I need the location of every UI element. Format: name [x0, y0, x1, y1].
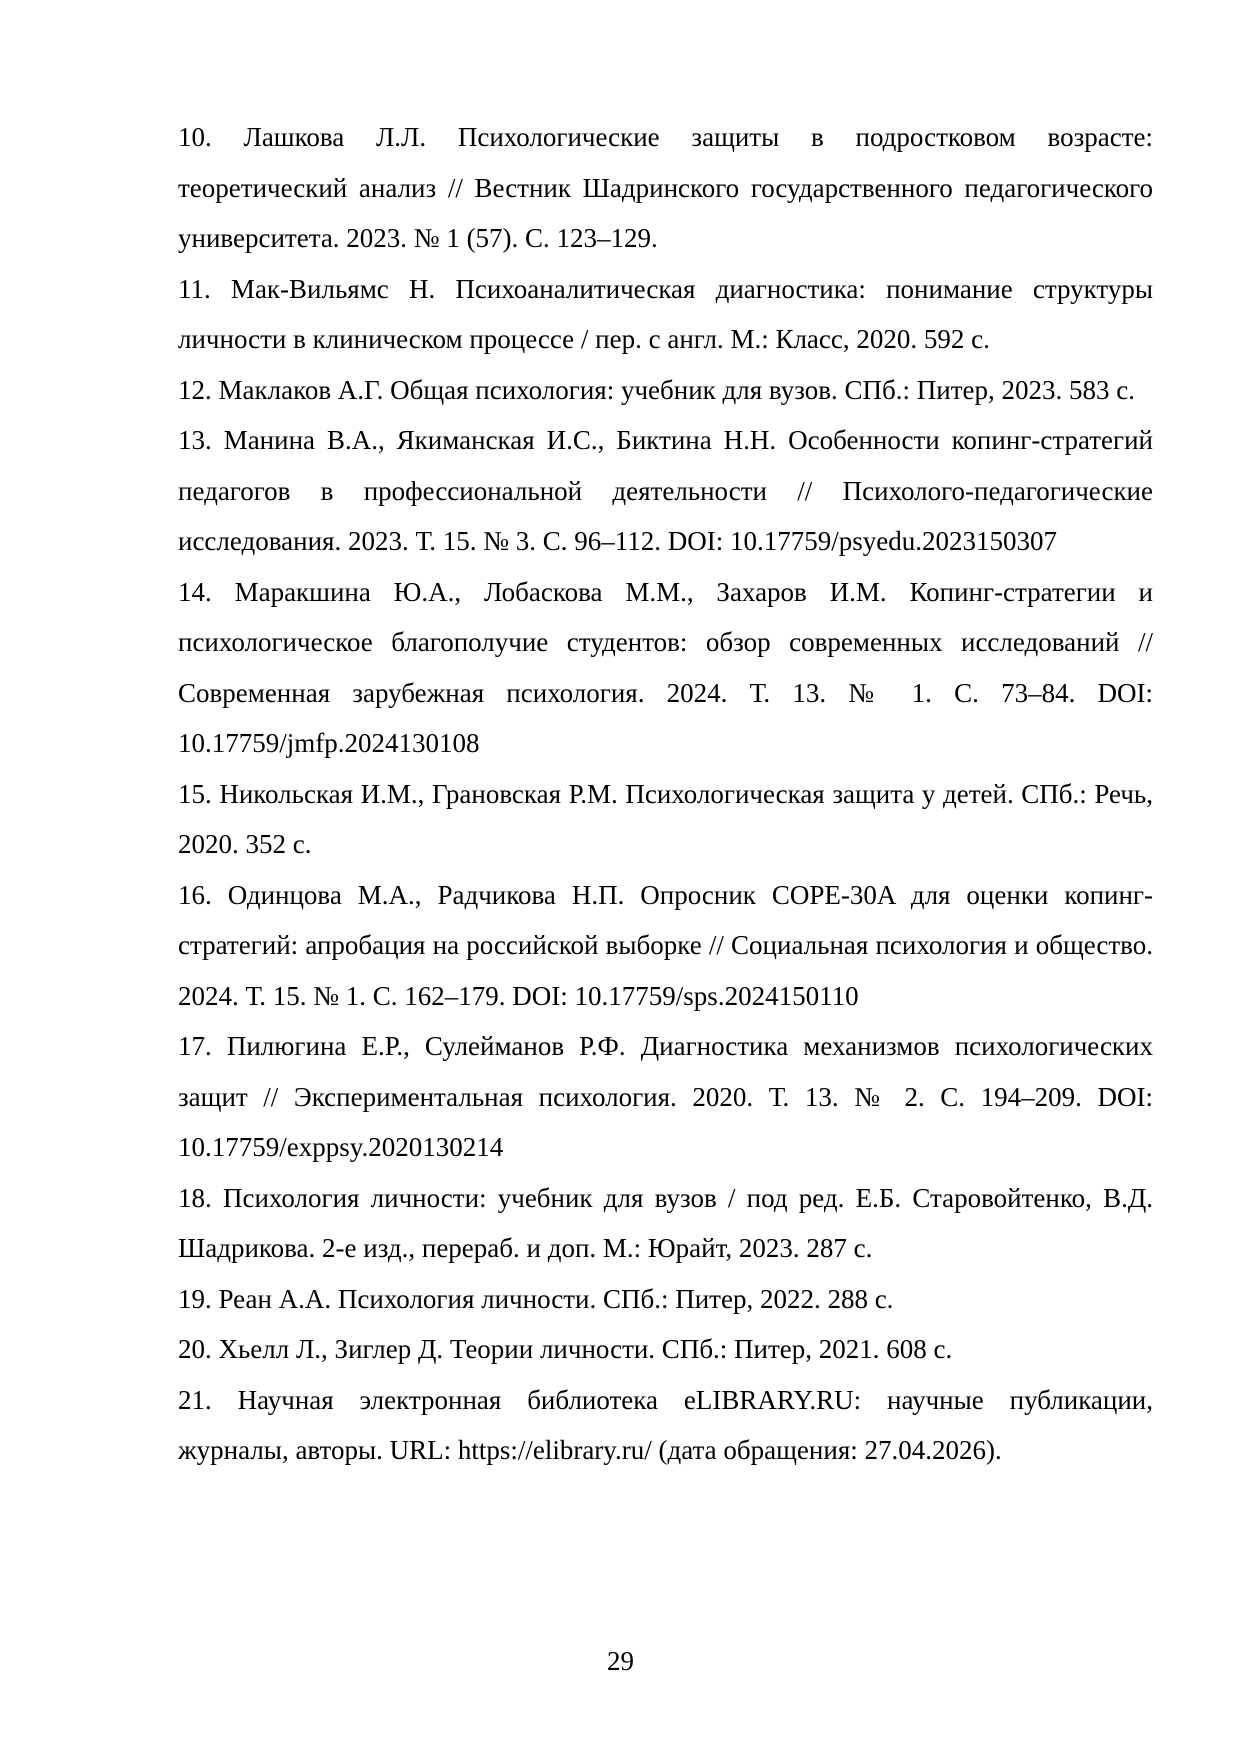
reference-item-14: 14. Маракшина Ю.А., Лобаскова М.М., Захаров И.М. Копинг-стратегии и психологическое благополучие студентов: обзор современных исследований // Современная зарубежная психология. 2024. Т. 13. № 1. С. 73–84. DOI: 10.17759/jmfp.2024130108 [178, 576, 1153, 758]
reference-list [178, 112, 1153, 1476]
reference-item-16: 16. Одинцова М.А., Радчикова Н.П. Опросник COPE-30A для оценки копинг-стратегий: апробация на российской выборке // Социальная психология и общество. 2024. Т. 15. № 1. С. 162–179. DOI: 10.17759/sps.2024150110 [178, 879, 1153, 1011]
reference-item-21: 21. Научная электронная библиотека eLIBRARY.RU: научные публикации, журналы, авторы. URL: https://elibrary.ru/ (дата обращения: 27.04.2026). [178, 1384, 1153, 1465]
reference-item-11: 11. Мак-Вильямс Н. Психоаналитическая диагностика: понимание структуры личности в клиническом процессе / пер. с англ. М.: Класс, 2020. 592 с. [178, 273, 1153, 354]
reference-item-12: 12. Маклаков А.Г. Общая психология: учебник для вузов. СПб.: Питер, 2023. 583 с. [178, 374, 1135, 405]
reference-item-19: 19. Реан А.А. Психология личности. СПб.: Питер, 2022. 288 с. [178, 1283, 894, 1314]
reference-item-20: 20. Хьелл Л., Зиглер Д. Теории личности. СПб.: Питер, 2021. 608 с. [178, 1334, 953, 1364]
reference-item-13: 13. Манина В.А., Якиманская И.С., Биктина Н.Н. Особенности копинг-стратегий педагогов в профессиональной деятельности // Психолого-педагогические исследования. 2023. Т. 15. № 3. С. 96–112. DOI: 10.17759/psyedu.2023150307 [178, 425, 1153, 556]
page-number: 29 [607, 1646, 634, 1676]
reference-item-10: 10. Лашкова Л.Л. Психологические защиты в подростковом возрасте: теоретический анализ // Вестник Шадринского государственного педагогического университета. 2023. № 1 (57). С. 123–129. [178, 122, 1153, 253]
reference-item-18: 18. Психология личности: учебник для вузов / под ред. Е.Б. Старовойтенко, В.Д. Шадрикова. 2-е изд., перераб. и доп. М.: Юрайт, 2023. 287 с. [178, 1182, 1153, 1263]
reference-item-17: 17. Пилюгина Е.Р., Сулейманов Р.Ф. Диагностика механизмов психологических защит // Экспериментальная психология. 2020. Т. 13. № 2. С. 194–209. DOI: 10.17759/exppsy.2020130214 [178, 1031, 1153, 1162]
reference-item-15: 15. Никольская И.М., Грановская Р.М. Психологическая защита у детей. СПб.: Речь, 2020. 352 с. [178, 778, 1153, 859]
